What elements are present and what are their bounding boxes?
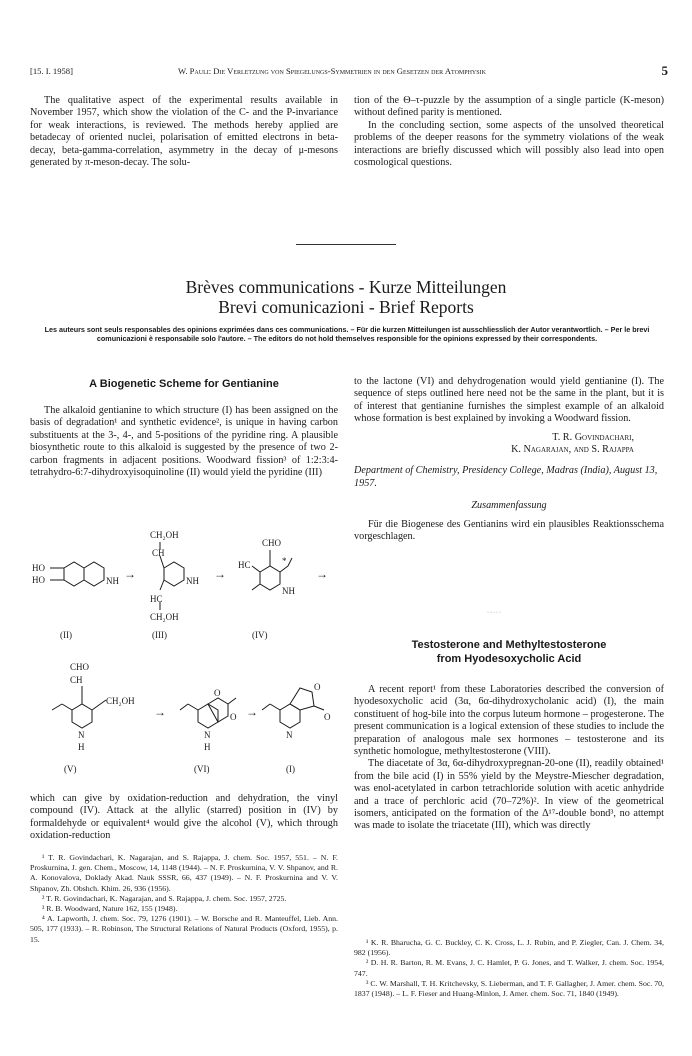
- ring-v: [72, 704, 92, 728]
- ring-i-pyridine: [280, 704, 300, 728]
- article1-footnote-2: ² T. R. Govindachari, K. Nagarajan, and S. Rajappa, J. chem. Soc. 1957, 2725.: [42, 893, 287, 903]
- arrow-2: →: [214, 567, 226, 581]
- article2-title-line1: Testosterone and Methyltestosterone: [411, 639, 607, 651]
- label-ii: (II): [60, 630, 72, 640]
- arrow-5: →: [246, 705, 258, 719]
- article1-paragraph3: to the lactone (VI) and dehydrogenation would yield gentianine (I). The sequence of steps outlined here need not be the same in the plant, but it is of interest that gentianine furnishes the simplest example of an alkaloid whose formation is best explained by invoking a Woodward fission.: [354, 376, 664, 425]
- atom-o-i-top: O: [314, 682, 321, 692]
- end-ornament: ·····: [487, 610, 502, 616]
- atom-ho-top: HO: [32, 563, 45, 573]
- atom-nh-iii: NH: [186, 576, 199, 586]
- article2-paragraph2: The diacetate of 3α, 6α-dihydroxypregnan-20-one (II), readily obtained¹ from the bile acid (I) in 55% yield by the Meystre-Miescher degradation, was enol-acetylated in carbon tetrachloride solution with acetic anhydride and a trace of perchloric acid (70–72%)². In view of the geometrical isomers, anticipated on the formation of the Δ¹⁷-double bond³, no attempt was made to isolate the triacetate (III), which was directly: [354, 758, 664, 832]
- summary-text: Für die Biogenese des Gentianins wird ein plausibles Reaktionsschema vorgeschlagen.: [354, 518, 664, 543]
- atom-o-vi-right: O: [230, 712, 237, 722]
- section-divider: [296, 244, 396, 245]
- label-vi: (VI): [194, 764, 210, 774]
- label-v: (V): [64, 764, 77, 774]
- atom-hc-iv: HC: [238, 560, 251, 570]
- atom-ch2oh-bottom: CH₂OH: [150, 612, 179, 622]
- article2-title-line2: from Hyodesoxycholic Acid: [436, 653, 582, 665]
- article2-footnote-2: ² D. H. R. Barton, R. M. Evans, J. C. Hamlet, P. G. Jones, and T. Walker, J. chem. Soc. 1954, 747.: [354, 958, 664, 978]
- pauli-abstract-text: The qualitative aspect of the experimental results available in November 1957, which show the violation of the C- and the P-invariance for weak interactions, is reviewed. The methods hereby applied are betadecay of oriented nuclei, polarisation of emitted electrons in beta-decay, beta-gamma-correlation, asymmetry in the decay of μ-mesons generated by π-meson-decay. The solu-: [30, 95, 338, 169]
- arrow-1: →: [124, 567, 136, 581]
- atom-ch2oh-v: CH₂OH: [106, 696, 135, 706]
- arrow-4: →: [154, 705, 166, 719]
- running-title: W. Pauli: Die Verletzung von Spiegelungs-Symmetrien in den Gesetzen der Atomphysik: [178, 66, 486, 76]
- atom-ho-bottom: HO: [32, 575, 45, 585]
- biogenetic-scheme: [30, 520, 340, 810]
- editorial-disclaimer: Les auteurs sont seuls responsables des opinions exprimées dans ces communications. – Für die kurzen Mitteilungen ist ausschliesslich der Autor verantwortlich. – Per le brevi comunicazioni è responsabile solo l'autore. – The editors do not hold themselves responsible for the opinions expressed by their correspondents.: [44, 325, 650, 343]
- article1-author-2: K. Nagarajan, and S. Rajappa: [511, 444, 634, 456]
- atom-nh-iv: NH: [282, 586, 295, 596]
- pauli-abstract-left: [30, 95, 338, 169]
- ring-iii: [164, 562, 184, 586]
- article1-col1-text: [30, 405, 338, 479]
- atom-ch-v: CH: [70, 675, 83, 685]
- article2-footnotes: [354, 938, 664, 999]
- ring-i-lactone: [290, 688, 314, 710]
- summary-heading: Zusammenfassung: [471, 500, 547, 512]
- running-header: [30, 63, 668, 80]
- atom-n-v: N: [78, 730, 85, 740]
- article1-footnote-1: ¹ T. R. Govindachari, K. Nagarajan, and S. Rajappa, J. chem. Soc. 1957, 551. – N. F. Proskurnina, J. gen. Chem., Moscow, 14, 1148 (1944). – N. F. Proskurnina, V. V. Shpanov, and R. A. Konovalova, Doklady Akad. Nauk SSSR, 66, 437 (1949). – N. F. Proskurnina and V. V. Shpanov, Zh. Obshch. Khim. 26, 936 (1956).: [30, 853, 338, 893]
- article1-author-1: T. R. Govindachari,: [552, 431, 634, 443]
- ring-iv: [260, 566, 280, 590]
- pauli-conclusion-text: In the concluding section, some aspects of the unsolved theoretical problems of the deeper reasons for the symmetry violations of the weak interactions are briefly discussed which will possibly also lead into open cosmological questions.: [354, 119, 664, 169]
- ring-ii-piperidine: [84, 562, 104, 586]
- pauli-abstract-continued: tion of the Θ–τ-puzzle by the assumption of a single particle (K-meson) without defined parity is mentioned.: [354, 95, 664, 119]
- article1-affiliation: Department of Chemistry, Presidency College, Madras (India), August 13, 1957.: [354, 465, 658, 489]
- atom-o-i-right: O: [324, 712, 331, 722]
- article1-footnote-3: ³ R. B. Woodward, Nature 162, 155 (1948).: [42, 904, 178, 914]
- section-title-line2: Brevi comunicazioni - Brief Reports: [218, 297, 474, 317]
- article1-paragraph1: The alkaloid gentianine to which structure (I) has been assigned on the basis of degradation¹ and synthetic evidence², is unique in having carbon substituents at the 3-, 4-, and 5-positions of the pyridine ring. A plausible biosynthetic route to this alkaloid is suggested by the presence of two 2-carbon fragments in adjacent positions. Woodward fission³ of 1:2:3:4-tetrahydro-6:7-dihydroxyisoquinoline (II) would yield the pyridine (III): [30, 405, 338, 479]
- article1-col2: [354, 376, 664, 543]
- label-iii: (III): [152, 630, 167, 640]
- atom-o-vi-top: O: [214, 688, 221, 698]
- article2-footnote-3: ³ C. W. Marshall, T. H. Kritchevsky, S. Lieberman, and T. F. Gallagher, J. Amer. chem. Soc. 70, 1837 (1948). – L. F. Fieser and Huang-Minlon, J. Amer. chem. Soc. 71, 1840 (1949).: [354, 978, 664, 999]
- atom-cho-v: CHO: [70, 662, 90, 672]
- atom-hc-iii: HC: [150, 594, 163, 604]
- atom-cho-iv: CHO: [262, 538, 282, 548]
- pauli-abstract-right: [354, 95, 664, 169]
- article1-paragraph2: which can give by oxidation-reduction and dehydration, the vinyl compound (IV). Attack at the allylic (starred) position in (IV) by formaldehyde or equivalent⁴ would give the alcohol (V), which through oxidation-reduction: [30, 793, 338, 842]
- article1-title: A Biogenetic Scheme for Gentianine: [89, 378, 279, 390]
- page-number: 5: [661, 63, 668, 78]
- atom-h-vi: H: [204, 742, 211, 752]
- article2-paragraph1: A recent report¹ from these Laboratories described the conversion of hyodesoxycholic acid (3α, 6α-dihydroxycholanic acid) (I), the main constituent of hog-bile into the corpus luteum hormone – progesterone. The present communication is a logical extension of these studies to include the preparation of analogous male sex hormones – testosterone and its synthetic homologue, methyltestosterone (VIII).: [354, 684, 664, 758]
- atom-nh-ii: NH: [106, 576, 119, 586]
- issue-date: [15. I. 1958]: [30, 66, 73, 76]
- article1-footnote-4: ⁴ A. Lapworth, J. chem. Soc. 79, 1276 (1901). – W. Borsche and R. Manteuffel, Lieb. Ann. 505, 177 (1933). – R. Robinson, The Structural Relations of Natural Products (Oxford, 1955), p. 15.: [30, 914, 338, 944]
- ring-ii-benzene: [64, 562, 84, 586]
- label-i: (I): [286, 764, 295, 774]
- article1-footnotes: [30, 853, 338, 945]
- article2-footnote-1: ¹ K. R. Bharucha, G. C. Buckley, C. K. Cross, L. J. Rubin, and P. Ziegler, Can. J. Chem. 34, 982 (1956).: [354, 938, 664, 958]
- article1-col1-lower: [30, 793, 338, 843]
- atom-ch2oh-top: CH₂OH: [150, 530, 179, 540]
- section-title-line1: Brèves communications - Kurze Mitteilungen: [185, 277, 507, 297]
- atom-n-i: N: [286, 730, 293, 740]
- atom-n-vi: N: [204, 730, 211, 740]
- arrow-3: →: [316, 567, 328, 581]
- atom-ch-iii: CH: [152, 548, 165, 558]
- label-iv: (IV): [252, 630, 268, 640]
- atom-h-v: H: [78, 742, 85, 752]
- star-iv: *: [282, 556, 287, 566]
- article2-body: [354, 684, 664, 833]
